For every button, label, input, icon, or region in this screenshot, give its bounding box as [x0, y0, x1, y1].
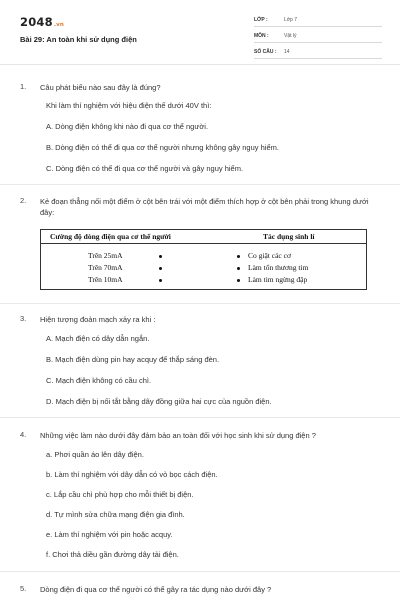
option: D. Mạch điện bị nối tắt bằng dây đồng giữa hai cực của nguồn điện. [46, 397, 272, 406]
question-stem: Hiện tượng đoản mạch xảy ra khi : [40, 315, 156, 324]
question-lead: Khi làm thí nghiệm với hiệu điện thế dưới 40V thì: [46, 101, 212, 110]
left-dot[interactable] [159, 279, 162, 282]
question-number: 3. [20, 314, 27, 323]
question-stem: Kẻ đoạn thẳng nối một điểm ở cột bên trái với một điểm thích hợp ở cột bên phải trong khung dưới đây: [40, 197, 369, 217]
logo-suffix: .vn [53, 22, 65, 28]
right-dot[interactable] [237, 267, 240, 270]
option: a. Phơi quần áo lên dây điện. [46, 450, 144, 459]
page-title: Bài 29: An toàn khi sử dụng điện [20, 35, 137, 44]
question-stem: Câu phát biểu nào sau đây là đúng? [40, 83, 161, 92]
right-item: Co giật các cơ [248, 251, 291, 260]
option: f. Chơi thả diều gần đường dây tải điện. [46, 550, 179, 559]
right-item: Làm tim ngừng đập [248, 275, 308, 284]
option: e. Làm thí nghiệm với pin hoặc acquy. [46, 530, 173, 539]
option: A. Dòng điện không khi nào đi qua cơ thể người. [46, 122, 209, 131]
table-header-divider [41, 243, 366, 244]
meta-label: MÔN : [254, 33, 269, 39]
header [0, 0, 400, 66]
right-item: Làm tổn thương tim [248, 263, 309, 272]
option: B. Mạch điện dùng pin hay acquy để thắp sáng đèn. [46, 355, 220, 364]
meta-label: SỐ CÂU : [254, 49, 277, 55]
left-item: Trên 10mA [88, 275, 123, 284]
option: d. Tự mình sửa chữa mạng điện gia đình. [46, 510, 185, 519]
question-number: 5. [20, 584, 27, 593]
meta-count [254, 47, 382, 59]
question-divider [0, 417, 400, 418]
option: B. Dòng điện có thể đi qua cơ thể người nhưng không gây nguy hiểm. [46, 143, 279, 152]
left-item: Trên 25mA [88, 251, 123, 260]
table-header-left: Cường độ dòng điện qua cơ thể người [50, 232, 171, 241]
meta-label: LỚP : [254, 17, 268, 23]
right-dot[interactable] [237, 279, 240, 282]
site-logo[interactable] [20, 15, 64, 29]
question-stem: Dòng điện đi qua cơ thể người có thể gây ra tác dụng nào dưới đây ? [40, 585, 272, 594]
option: C. Mạch điện không có cầu chì. [46, 376, 152, 385]
question-number: 1. [20, 82, 27, 91]
left-dot[interactable] [159, 255, 162, 258]
header-divider [0, 64, 400, 65]
left-dot[interactable] [159, 267, 162, 270]
logo-text: 2048 [20, 15, 53, 29]
option: C. Dòng điện có thể đi qua cơ thể người và gây nguy hiểm. [46, 164, 244, 173]
meta-value: Vật lý [284, 33, 297, 39]
left-item: Trên 70mA [88, 263, 123, 272]
option: A. Mạch điện có dây dẫn ngắn. [46, 334, 150, 343]
option: b. Làm thí nghiệm với dây dẫn có vỏ bọc cách điện. [46, 470, 218, 479]
question-divider [0, 184, 400, 185]
table-header-right: Tác dụng sinh lí [263, 232, 315, 241]
question-stem: Những việc làm nào dưới đây đảm bảo an toàn đối với học sinh khi sử dụng điện ? [40, 431, 316, 440]
right-dot[interactable] [237, 255, 240, 258]
option: c. Lắp cầu chì phù hợp cho mỗi thiết bị điện. [46, 490, 194, 499]
meta-value: Lớp 7 [284, 17, 298, 23]
question-number: 2. [20, 196, 27, 205]
meta-class [254, 15, 382, 27]
question-divider [0, 303, 400, 304]
question-divider [0, 571, 400, 572]
question-number: 4. [20, 430, 27, 439]
meta-value: 14 [284, 49, 290, 55]
matching-table [40, 229, 367, 290]
meta-subject [254, 31, 382, 43]
